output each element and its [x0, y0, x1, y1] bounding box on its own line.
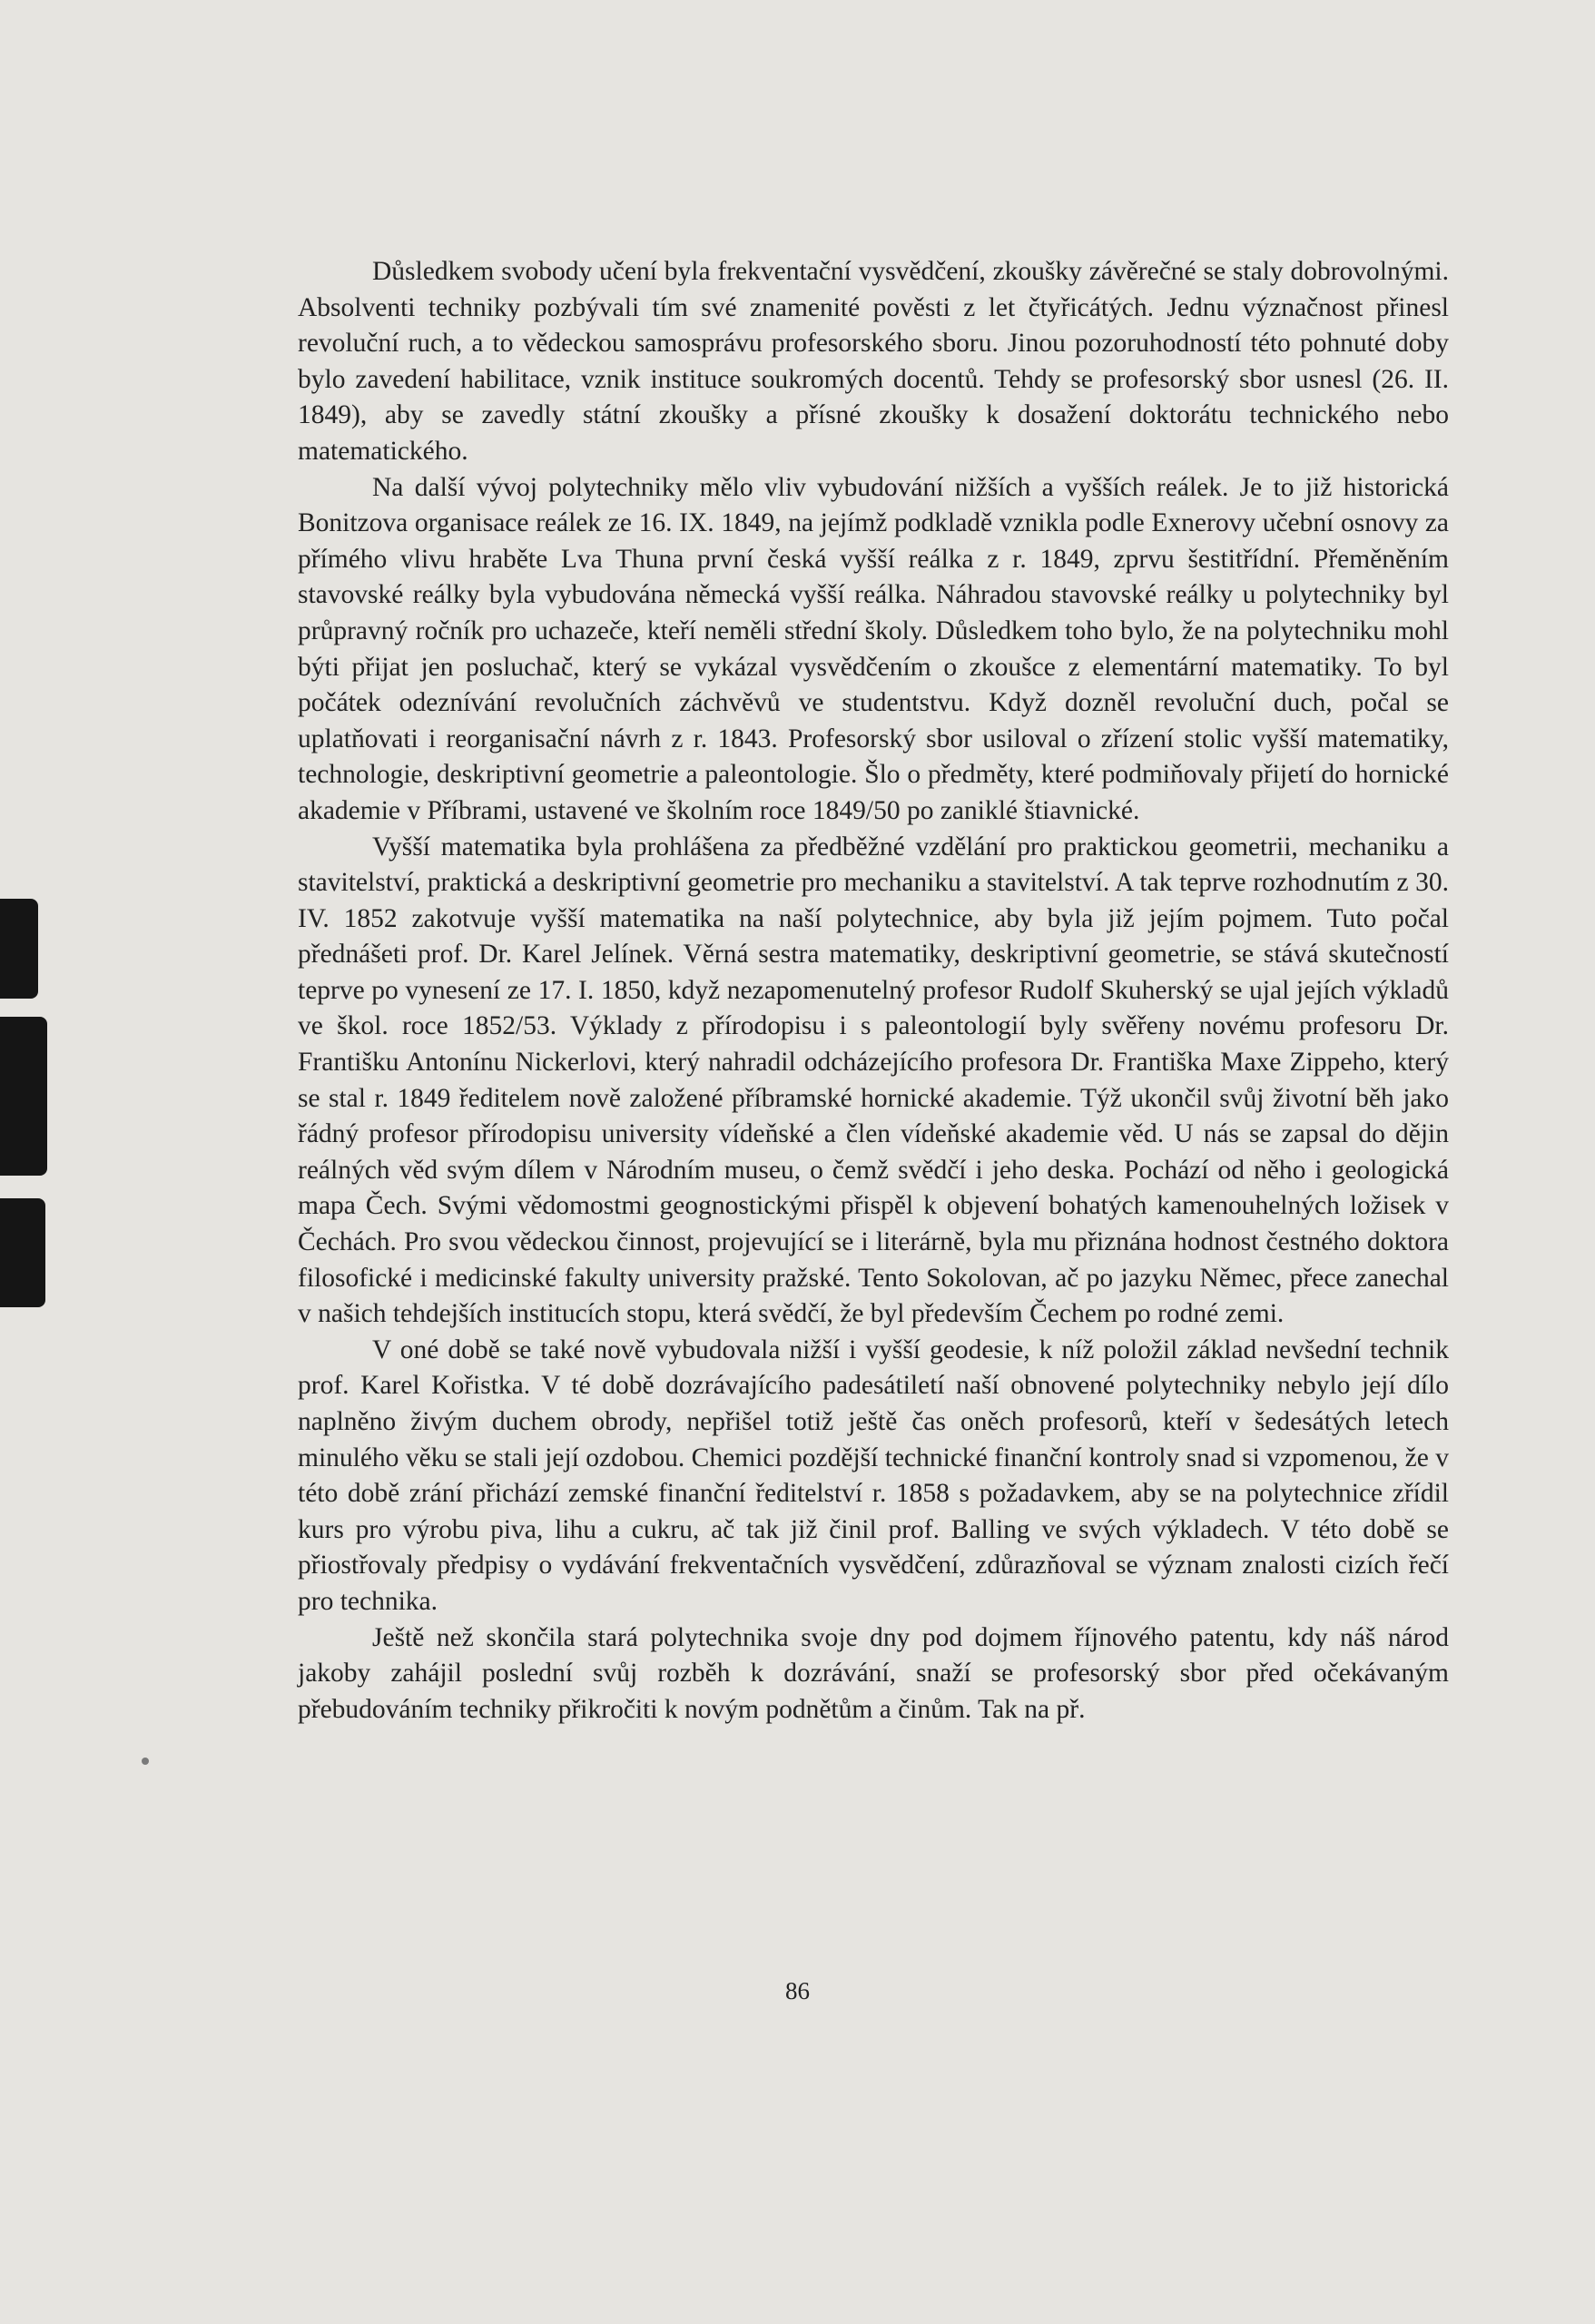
binding-clip: [0, 1198, 45, 1307]
binding-clip: [0, 1017, 47, 1176]
body-text: [298, 254, 1449, 1728]
binding-clip: [0, 899, 38, 999]
paragraph: Vyšší matematika byla prohlášena za předběžné vzdělání pro praktickou geometrii, mechaniku a stavitelství, praktická a deskriptivní geometrie pro mechaniku a stavitelství. A tak teprve rozhodnutím z 30. IV. 1852 zakotvuje vyšší matematika na naší polytechnice, aby byla již jejím pojmem. Tuto počal přednášeti prof. Dr. Karel Jelínek. Věrná sestra matematiky, deskriptivní geometrie, se stává skutečností teprve po vynesení ze 17. I. 1850, když nezapomenutelný profesor Rudolf Skuherský se ujal jejích výkladů ve škol. roce 1852/53. Výklady z přírodopisu i s paleontologií byly svěřeny novému profesoru Dr. Františku Antonínu Nickerlovi, který nahradil odcházejícího profesora Dr. Františka Maxe Zippeho, který se stal r. 1849 ředitelem nově založené příbramské hornické akademie. Týž ukončil svůj životní běh jako řádný profesor přírodopisu university vídeňské a člen vídeňské akademie věd. U nás se zapsal do dějin reálných věd svým dílem v Národním museu, o čemž svědčí i jeho deska. Pochází od něho i geologická mapa Čech. Svými vědomostmi geognostickými přispěl k objevení bohatých kamenouhelných ložisek v Čechách. Pro svou vědeckou činnost, projevující se i literárně, byla mu přiznána hodnost čestného doktora filosofické i medicinské fakulty university pražské. Tento Sokolovan, ač po jazyku Němec, přece zanechal v našich tehdejších institucích stopu, která svědčí, že byl především Čechem po rodné zemi.: [298, 832, 1449, 1329]
paragraph: Důsledkem svobody učení byla frekventační vysvědčení, zkoušky závěrečné se staly dobrovolnými. Absolventi techniky pozbývali tím své znamenité pověsti z let čtyřicátých. Jednu význačnost přinesl revoluční ruch, a to vědeckou samosprávu profesorského sboru. Jinou pozoruhodností této pohnuté doby bylo zavedení habilitace, vznik instituce soukromých docentů. Tehdy se profesorský sbor usnesl (26. II. 1849), aby se zavedly státní zkoušky a přísné zkoušky k dosažení doktorátu technického nebo matematického.: [298, 257, 1449, 466]
binding-clips: [0, 899, 54, 1307]
page-number: 86: [785, 1977, 810, 2004]
paragraph: V oné době se také nově vybudovala nižší i vyšší geodesie, k níž položil základ nevšední technik prof. Karel Kořistka. V té době dozrávajícího padesátiletí naší obnovené polytechniky nebylo její dílo naplněno živým duchem obrody, nepřišel totiž ještě čas oněch profesorů, kteří v šedesátých letech minulého věku se stali její ozdobou. Chemici pozdější technické finanční kontroly snad si vzpomenou, že v této době zrání přichází zemské finanční ředitelství r. 1858 s požadavkem, aby se na polytechnice zřídil kurs pro výrobu piva, lihu a cukru, ač tak již činil prof. Balling ve svých výkladech. V této době se přiostřovaly předpisy o vydávání frekventačních vysvědčení, zdůrazňoval se význam znalosti cizích řečí pro technika.: [298, 1334, 1449, 1616]
paragraph: Na další vývoj polytechniky mělo vliv vybudování nižších a vyšších reálek. Je to již historická Bonitzova organisace reálek ze 16. IX. 1849, na jejímž podkladě vznikla podle Exnerovy učební osnovy za přímého vlivu hraběte Lva Thuna první česká vyšší reálka z r. 1849, zprvu šestitřídní. Přeměněním stavovské reálky byla vybudována německá vyšší reálka. Náhradou stavovské reálky u polytechniky byl průpravný ročník pro uchazeče, kteří neměli střední školy. Důsledkem toho bylo, že na polytechniku mohl býti přijat jen posluchač, který se vykázal vysvědčením o zkoušce z elementární matematiky. To byl počátek odeznívání revolučních záchvěvů ve studentstvu. Když dozněl revoluční duch, počal se uplatňovati i reorganisační návrh z r. 1843. Profesorský sbor usiloval o zřízení stolic vyšší matematiky, technologie, deskriptivní geometrie a paleontologie. Šlo o předměty, které podmiňovaly přijetí do hornické akademie v Příbrami, ustavené ve školním roce 1849/50 po zaniklé štiavnické.: [298, 472, 1449, 825]
paper-speck: [142, 1758, 149, 1765]
paragraph: Ještě než skončila stará polytechnika svoje dny pod dojmem říjnového patentu, kdy náš národ jakoby zahájil poslední svůj rozběh k dozrávání, snaží se profesorský sbor před očekávaným přebudováním techniky přikročiti k novým podnětům a činům. Tak na př.: [298, 1622, 1449, 1724]
